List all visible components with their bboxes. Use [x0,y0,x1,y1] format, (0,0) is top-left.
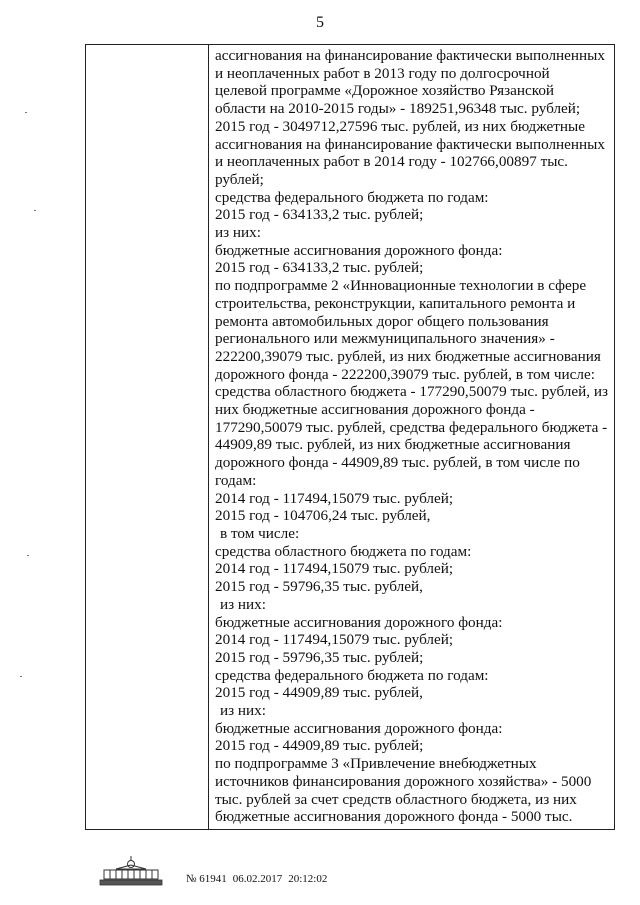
text-line: регионального или межмуниципального значения» - [215,330,555,348]
registration-date: 06.02.2017 [232,873,283,885]
text-line: 2015 год - 3049712,27596 тыс. рублей, из них бюджетные [215,117,585,135]
text-line: из них: [220,702,266,720]
text-line: 2015 год - 44909,89 тыс. рублей, [215,684,423,702]
text-line: бюджетные ассигнования дорожного фонда - 5000 тыс. [215,808,573,826]
registration-stamp [186,873,333,886]
text-line: бюджетные ассигнования дорожного фонда: [215,719,503,737]
text-line: 44909,89 тыс. рублей, из них бюджетные ассигнования [215,436,571,454]
text-line: дорожного фонда - 44909,89 тыс. рублей, в том числе по [215,454,580,472]
text-line: годам: [215,471,257,489]
text-line: средства областного бюджета по годам: [215,542,472,560]
registration-time: 20:12:02 [288,873,328,885]
text-line: средства федерального бюджета по годам: [215,188,489,206]
text-line: по подпрограмме 2 «Инновационные технологии в сфере [215,277,587,295]
text-line: ассигнования на финансирование фактически выполненных [215,47,605,64]
text-line: дорожного фонда - 222200,39079 тыс. рублей, в том числе: [215,365,595,383]
text-line: 2015 год - 104706,24 тыс. рублей, [215,507,431,525]
text-line: целевой программе «Дорожное хозяйство Рязанской [215,82,555,100]
scan-speck [34,210,36,211]
table-left-column [86,45,209,829]
text-line: 2014 год - 117494,15079 тыс. рублей; [215,489,454,507]
text-line: 2014 год - 117494,15079 тыс. рублей; [215,631,454,649]
text-line: 2015 год - 44909,89 тыс. рублей; [215,737,424,755]
text-line: тыс. рублей за счет средств областного бюджета, из них [215,790,577,808]
registration-number: № 61941 [186,873,227,885]
text-line: 2014 год - 117494,15079 тыс. рублей; [215,560,454,578]
text-line: 222200,39079 тыс. рублей, из них бюджетные ассигнования [215,347,601,365]
text-line: 2015 год - 634133,2 тыс. рублей; [215,206,424,224]
scan-speck [25,112,27,113]
text-line: в том числе: [220,524,300,542]
page-number: 5 [316,14,324,31]
document-table [85,44,615,830]
text-line: ассигнования на финансирование фактически выполненных [215,135,605,153]
text-line: 2015 год - 59796,35 тыс. рублей, [215,578,423,596]
text-line: по подпрограмме 3 «Привлечение внебюджетных [215,755,537,773]
scan-speck [20,676,22,677]
text-line: ремонта автомобильных дорог общего пользования [215,312,549,330]
table-right-column [215,47,613,826]
text-line: средства областного бюджета - 177290,50079 тыс. рублей, из [215,383,608,401]
text-line: строительства, реконструкции, капитального ремонта и [215,294,576,312]
text-line: из них: [220,595,266,613]
government-building-stamp-icon [98,855,164,887]
text-line: рублей; [215,170,264,188]
text-line: бюджетные ассигнования дорожного фонда: [215,613,503,631]
text-line: 2015 год - 59796,35 тыс. рублей; [215,648,424,666]
text-line: 177290,50079 тыс. рублей, средства федерального бюджета - [215,418,608,436]
text-line: и неоплаченных работ в 2014 году - 102766,00897 тыс. [215,153,568,171]
text-line: бюджетные ассигнования дорожного фонда: [215,241,503,259]
text-line: источников финансирования дорожного хозяйства» - 5000 [215,772,592,790]
text-line: средства федерального бюджета по годам: [215,666,489,684]
text-line: 2015 год - 634133,2 тыс. рублей; [215,259,424,277]
text-line: и неоплаченных работ в 2013 году по долгосрочной [215,64,550,82]
text-line: области на 2010-2015 годы» - 189251,96348 тыс. рублей; [215,100,581,118]
text-line: из них: [215,224,261,242]
text-line: них бюджетные ассигнования дорожного фонда - [215,401,535,419]
scan-speck [27,555,29,556]
